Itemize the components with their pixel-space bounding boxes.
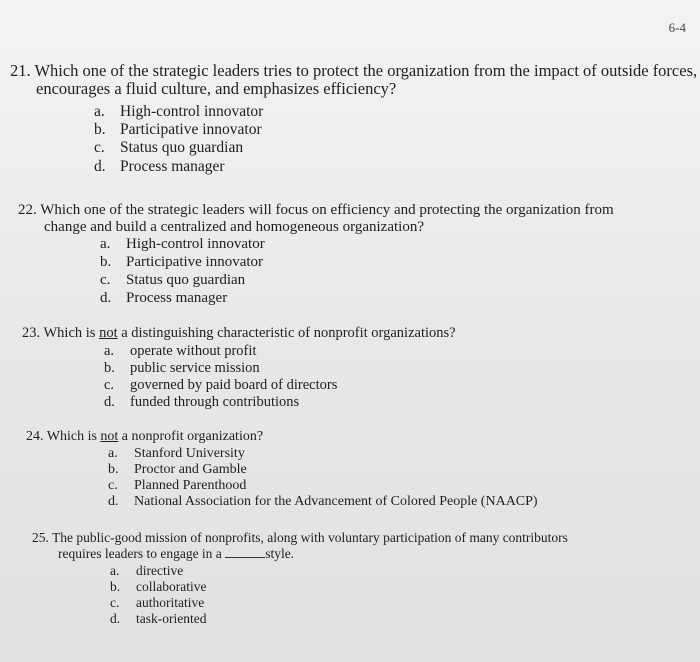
question-text-post: a nonprofit organization? [121,429,264,444]
option-letter: a. [108,446,118,461]
option-text: National Association for the Advancement of Colored People (NAACP) [134,494,538,509]
question-text: Which one of the strategic leaders tries to protect the organization from the impact of outside forces, [34,61,698,80]
question-stem-line-2: change and build a centralized and homogeneous organization? [44,219,424,235]
option-text: Status quo guardian [120,139,244,156]
question-text-pre: Which is [43,325,96,341]
option-text: Proctor and Gamble [134,462,247,477]
option-text: Participative innovator [126,254,264,270]
question-stem-line-2: encourages a fluid culture, and emphasizes efficiency? [36,79,397,98]
option-letter: c. [94,139,105,156]
option-letter: d. [100,290,112,306]
option-letter: b. [100,254,112,270]
option-b [104,359,260,377]
question-stem-line-1 [22,324,456,342]
option-d [110,610,206,628]
option-letter: c. [100,272,111,288]
option-text: Stanford University [134,446,245,461]
option-letter: b. [108,462,119,477]
option-letter: d. [110,611,121,626]
option-a [104,342,256,360]
option-letter: d. [108,494,119,509]
option-letter: c. [110,595,120,610]
option-a [100,235,265,253]
option-d [104,393,299,411]
question-number: 25. [32,530,49,545]
question-number: 23. [22,325,41,341]
option-c [100,271,245,289]
option-letter: c. [104,377,115,393]
option-letter: d. [94,158,106,175]
option-text: Participative innovator [120,121,262,138]
option-text: public service mission [130,360,260,376]
question-text-post: style. [265,546,295,561]
page-number: 6-4 [668,20,686,35]
option-c [94,139,243,157]
question-stem-line-1 [26,428,263,446]
option-text: Process manager [120,158,225,175]
option-b [94,121,262,139]
question-text-pre: requires leaders to engage in a [58,546,222,561]
question-text: The public-good mission of nonprofits, along with voluntary participation of many contributors [52,530,568,545]
question-text-emphasis: not [100,429,119,444]
option-text: operate without profit [130,343,257,359]
option-letter: a. [94,103,105,120]
option-letter: a. [100,236,111,252]
question-stem-line-1 [10,62,697,80]
option-text: governed by paid board of directors [130,377,338,393]
option-text: collaborative [136,579,207,594]
question-stem-line-2 [58,545,294,563]
option-c [104,376,337,394]
answer-blank [225,545,265,558]
option-text: funded through contributions [130,394,300,410]
option-d [108,493,538,511]
question-number: 21. [10,61,31,80]
option-letter: d. [104,394,115,410]
option-a [94,103,263,121]
option-text: High-control innovator [126,236,265,252]
option-text: authoritative [136,595,205,610]
option-text: directive [136,563,184,578]
option-d [94,158,225,176]
option-letter: a. [110,563,120,578]
question-text: Which one of the strategic leaders will focus on efficiency and protecting the organization from [40,202,614,218]
option-text: Status quo guardian [126,272,246,288]
option-text: task-oriented [136,611,207,626]
option-b [100,253,263,271]
option-text: Planned Parenthood [134,478,247,493]
option-text: Process manager [126,290,228,306]
option-letter: a. [104,343,115,359]
question-stem-line-1 [18,201,614,219]
option-letter: b. [110,579,121,594]
question-number: 24. [26,429,44,444]
question-number: 22. [18,202,37,218]
option-text: High-control innovator [120,103,264,120]
question-text-post: a distinguishing characteristic of nonprofit organizations? [121,325,456,341]
question-text-pre: Which is [46,429,97,444]
option-letter: c. [108,478,118,493]
question-text-emphasis: not [99,325,118,341]
option-letter: b. [104,360,115,376]
option-d [100,289,227,307]
option-letter: b. [94,121,106,138]
